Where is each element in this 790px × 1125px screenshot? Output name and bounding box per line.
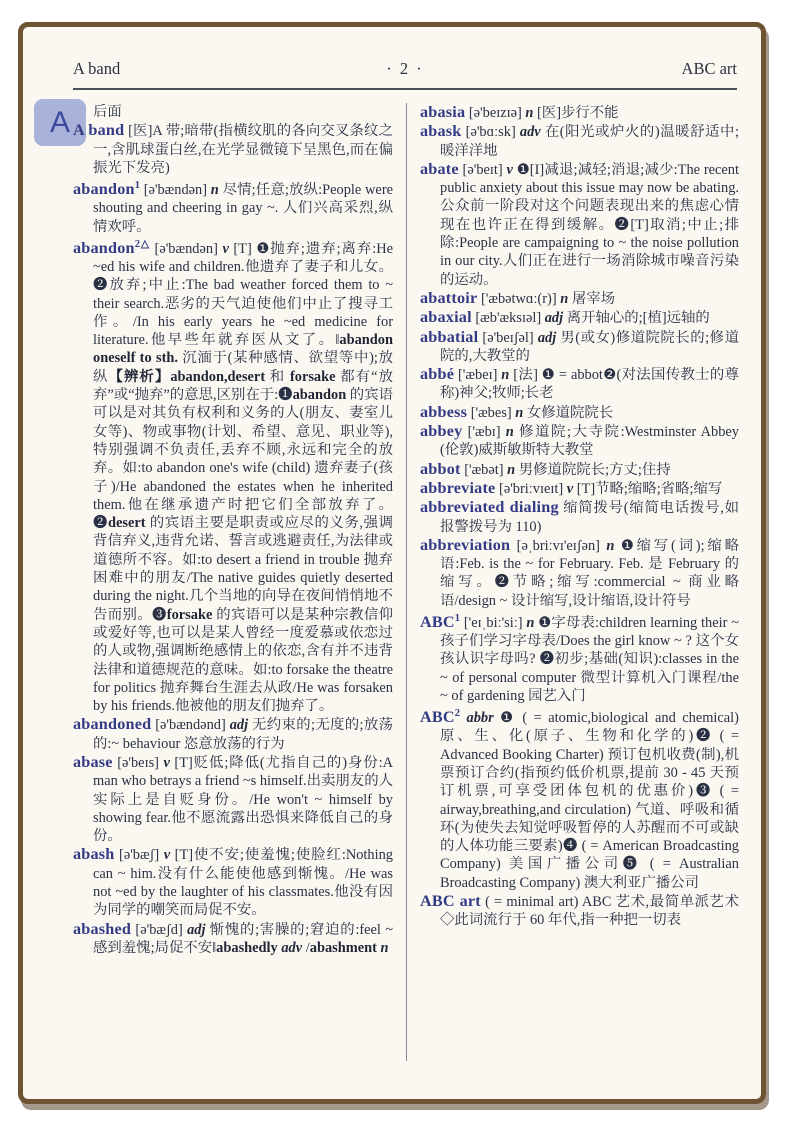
phonetic: [ə'bændənd] [151,717,230,734]
headword: abase [73,752,113,771]
dict-entry [73,715,393,753]
headword: abbess [420,402,468,421]
left-column [73,103,406,1061]
headword: A band [73,121,125,140]
dict-entry [73,845,393,919]
entry-text: 缩简拨号(缩简电话拨号,如报警拨号为 110) [440,500,739,535]
entry-text: 2 [454,708,461,720]
phonetic: [ə'bæʃ] [114,847,164,864]
part-of-speech: abbr [460,710,494,727]
part-of-speech: adj [544,310,564,327]
part-of-speech: n [525,105,534,121]
part-of-speech: v [163,754,170,771]
headword: abattoir [420,288,478,307]
entry-text: forsake [289,368,336,385]
entry-text: 在(阳光或炉火的)温暖舒适中;暖洋洋地 [440,124,739,159]
part-of-speech: adv [519,124,541,141]
dict-entry [420,122,739,160]
dict-entry [73,121,393,177]
part-of-speech: v [163,847,171,864]
entry-text: 无约束的;无度的;放荡的:~ behaviour 恣意放荡的行为 [93,717,393,752]
dict-entry [73,236,393,716]
part-of-speech: n [606,537,615,554]
part-of-speech: n [515,404,524,421]
phonetic: [ə'bæʃd] [131,921,188,938]
entry-text: [T]使不安;使羞愧;使脸红:Nothing can ~ him.没有什么能使他感到惭愧。/He was not ~ed by the laughter of his classmates.他没有因为同学的嘲笑而局促不安。 [93,847,393,919]
entry-text: [医]步行不能 [533,105,619,121]
entry-text: abandon [292,387,347,404]
dict-entry [420,103,739,122]
part-of-speech: adj [187,921,206,938]
phonetic: [ə'briːvɪeɪt] [495,480,567,497]
entry-text: 惭愧的;害臊的;窘迫的:feel ~ 感到羞愧;局促不安‖ [93,921,393,956]
dict-entry [420,422,739,460]
entry-text: abashedly [216,939,282,956]
entry-text: 的宾语主要是职责或应尽的义务,强调背信弃义,违背允诺、誓言或逃避责任,为法律或道德所不容。如:to desert a friend in trouble 抛弃困难中的朋友/The native guides quietly deserted during the night.几个当地的向导在夜间悄悄地不告而别。❸ [93,515,393,623]
part-of-speech: v [566,480,574,497]
entry-text: forsake [166,606,213,623]
dict-entry [73,753,393,845]
entry-text: 后面 [93,104,122,120]
headword: abashed [73,919,132,938]
headword: abandon [73,238,135,257]
entry-text: ( = minimal art) ABC 艺术,最简单派艺术◇此词流行于 60 年代,指一种把一切表 [440,894,740,929]
entry-text: ❶字母表:children learning their ~ 孩子们学习字母表/Does the girl know ~ ? 这个女孩认识字母吗? ❷初步;基础(知识):classes in the ~ of personal computer 微型计算机入门课程/the ~ of gardening 园艺入门 [440,614,739,704]
headword: abbé [420,365,455,384]
part-of-speech: v [506,161,513,178]
dict-entry [420,479,739,498]
phonetic: ['æbɪ] [462,424,506,441]
headword: ABC [420,708,455,727]
dict-entry [420,536,739,610]
entry-text: 都有“放弃”或“抛弃”的意思,区别在于:❶ [93,368,393,404]
entry-text: 1 [454,613,461,625]
headword: abandon [73,179,135,198]
headword: abasia [420,103,466,121]
headword: abbreviation [420,535,511,554]
entry-text: 沉湎于(某种感情、欲望等中);放纵 [93,350,393,385]
dict-entry [420,892,739,930]
phonetic: [æb'æksɪəl] [471,310,545,327]
entry-text: 男(或女)修道院院长的;修道院的,大教堂的 [440,329,739,364]
guide-word-left: A band [73,59,121,78]
part-of-speech: adj [229,717,249,734]
entry-text: 2△ [134,238,150,250]
entry-text: 【辨析】abandon,desert [108,368,266,385]
dict-entry [73,920,393,958]
headword: abask [420,122,462,141]
book-page [18,22,766,1104]
entry-text: 屠宰场 [568,290,616,307]
entry-text: abashment [309,939,381,956]
continuation-line [73,103,393,121]
part-of-speech: n [505,424,514,441]
phonetic: [ə'bɑːsk] [461,124,520,141]
entry-text: [T]节略;缩略;省略;缩写 [573,480,723,497]
phonetic: ['æbeɪ] [454,367,502,384]
entry-text: abandon oneself to sth. [93,332,393,367]
headword: abash [73,845,115,864]
headword: abbreviate [420,478,496,497]
phonetic: [ə'beɪs] [112,754,164,771]
entry-text: 男修道院院长;方丈;住持 [515,461,671,478]
phonetic: [əˌbriːvɪ'eɪʃən] [510,537,607,554]
entry-text: [法] ❶ = abbot❷(对法国传教士的尊称)神父;牧师;长老 [440,367,739,402]
phonetic: ['æbət] [460,461,508,478]
headword: ABC [420,612,455,631]
page-number: · 2 · [386,59,424,78]
phonetic: ['eɪˌbiː'siː] [460,614,527,631]
headword: ABC art [420,892,481,911]
part-of-speech: n [526,614,535,631]
part-of-speech: n [380,939,389,956]
part-of-speech: n [501,367,510,384]
dict-entry [420,365,739,403]
dict-entry [420,308,739,327]
dict-entry [73,177,393,236]
dict-entry [420,705,739,892]
right-column [406,103,739,1061]
entry-text: 的宾语可以是某种宗教信仰或爱好等,也可以是某人曾经一度爱慕或依恋过的人或物,强调断绝感情上的依恋,含有并不违背法律和道德规范的意味。如:to forsake the theatre for politics 抛弃舞台生涯去从政/He was forsaken by his friends.他被他的朋友们抛弃了。 [93,606,393,715]
part-of-speech: adj [537,329,557,346]
headword: abbot [420,459,461,478]
dict-entry [420,328,739,366]
phonetic: [ə'beɪʃəl] [478,329,538,346]
entry-text: 尽情;任意;放纵:People were shouting and cheering in gay ~. 人们兴高采烈,纵情欢呼。 [93,181,393,235]
headword: abandoned [73,715,152,734]
dict-entry [420,160,739,289]
entry-text: 的宾语可以是对其负有权利和义务的人(朋友、妻室儿女等)、物或事物(计划、希望、意见、职业等),特别强调不负责任,丢弃不顾,永远和完全的放弃。如:to abandon one's wife (child) 遗弃妻子(孩子)/He abandoned the estates when he inherited them.他在继承遗产时把它们全部放弃了。❷ [93,387,393,532]
entry-text: 离开轴心的;[植]远轴的 [563,310,710,327]
part-of-speech: n [507,461,516,478]
guide-word-right: ABC art [681,59,737,78]
entry-text: 女修道院院长 [523,404,614,421]
entry-text: / [302,939,310,956]
phonetic: [ə'bændən] [139,181,211,198]
dict-entry [420,403,739,422]
phonetic: [ə'beɪzɪə] [465,105,526,121]
part-of-speech: adv [281,939,303,956]
dict-entry [420,289,739,308]
dict-entry [420,610,739,705]
part-of-speech: n [210,181,219,198]
entry-text: desert [107,515,146,532]
entry-text: [医]A 带;暗带(指横纹肌的各向交叉条纹之一,含肌球蛋白丝,在光学显微镜下呈黑色,而在偏振光下发亮) [93,123,393,176]
entry-text: ❶缩写(词);缩略语:Feb. is the ~ for February. Feb. 是 February 的缩写。❷节略;缩写:commercial ~ 商业略语/design ~ 设计缩写,设计缩语,设计符号 [440,537,739,609]
headword: abate [420,159,459,178]
phonetic: [ə'bændən] [149,240,223,257]
dict-entry [420,460,739,479]
dict-entry [420,498,739,536]
entry-text: [T] ❶抛弃;遗弃;离弃:He ~ed his wife and children.他遗弃了妻子和儿女。❷放弃;中止:The bad weather forced them to ~ their search.恶劣的天气迫使他们中止了搜寻工作。/In his early years he ~ed medicine for literature.他早些年就弃医从文了。‖ [93,240,394,349]
letter-tab-a: A [34,99,86,146]
headword: abbreviated dialing [420,498,559,517]
part-of-speech: n [560,290,569,307]
phonetic: [ə'beɪt] [458,161,507,178]
dictionary-columns [73,103,739,1061]
headword: abbatial [420,327,479,346]
headword: abaxial [420,308,472,327]
headword: abbey [420,422,463,441]
entry-text: 和 [265,368,290,385]
part-of-speech: v [222,240,229,257]
phonetic: ['æbətwɑː(r)] [477,290,561,307]
entry-text: 修道院;大寺院:Westminster Abbey (伦敦)威斯敏斯特大教堂 [440,424,739,459]
running-head [73,59,737,90]
entry-text: 1 [134,180,140,192]
entry-text: ❶[I]减退;减轻;消退;减少:The recent public anxiety about this issue may now be abating.公众前一阶段对这个问题表现出来的焦虑心情现在也许正在得到缓解。❷[T]取消;中止;排除:People are campaigning to ~ the noise pollution in our city.人们正在进行一场消除城市噪音污染的运动。 [440,161,739,288]
phonetic: ['æbes] [467,404,516,421]
entry-text: [T]贬低;降低(尤指自己的)身份:A man who betrays a friend ~s himself.出卖朋友的人实际上是自贬身份。/He won't ~ himself by showing fear.他不愿流露出恐惧来降低自己的身份。 [93,754,393,845]
entry-text: ❶ ( = atomic,biological and chemical) 原、生、化(原子、生物和化学的)❷ ( = Advanced Booking Charter) 预订包机收费(制),机票预订合约(指预约低价机票,提前 30 - 45 天预订机票,可享受团体包机的优惠价)❸ ( = airway,breathing,and circulation) 气道、呼吸和循环(为使失去知觉呼吸暂停的人苏醒而不可或缺的人体功能三要素)❹ ( = American Broadcasting Company) 美国广播公司❺ ( = Australian Broadcasting Company) 澳大利亚广播公司 [440,710,739,891]
